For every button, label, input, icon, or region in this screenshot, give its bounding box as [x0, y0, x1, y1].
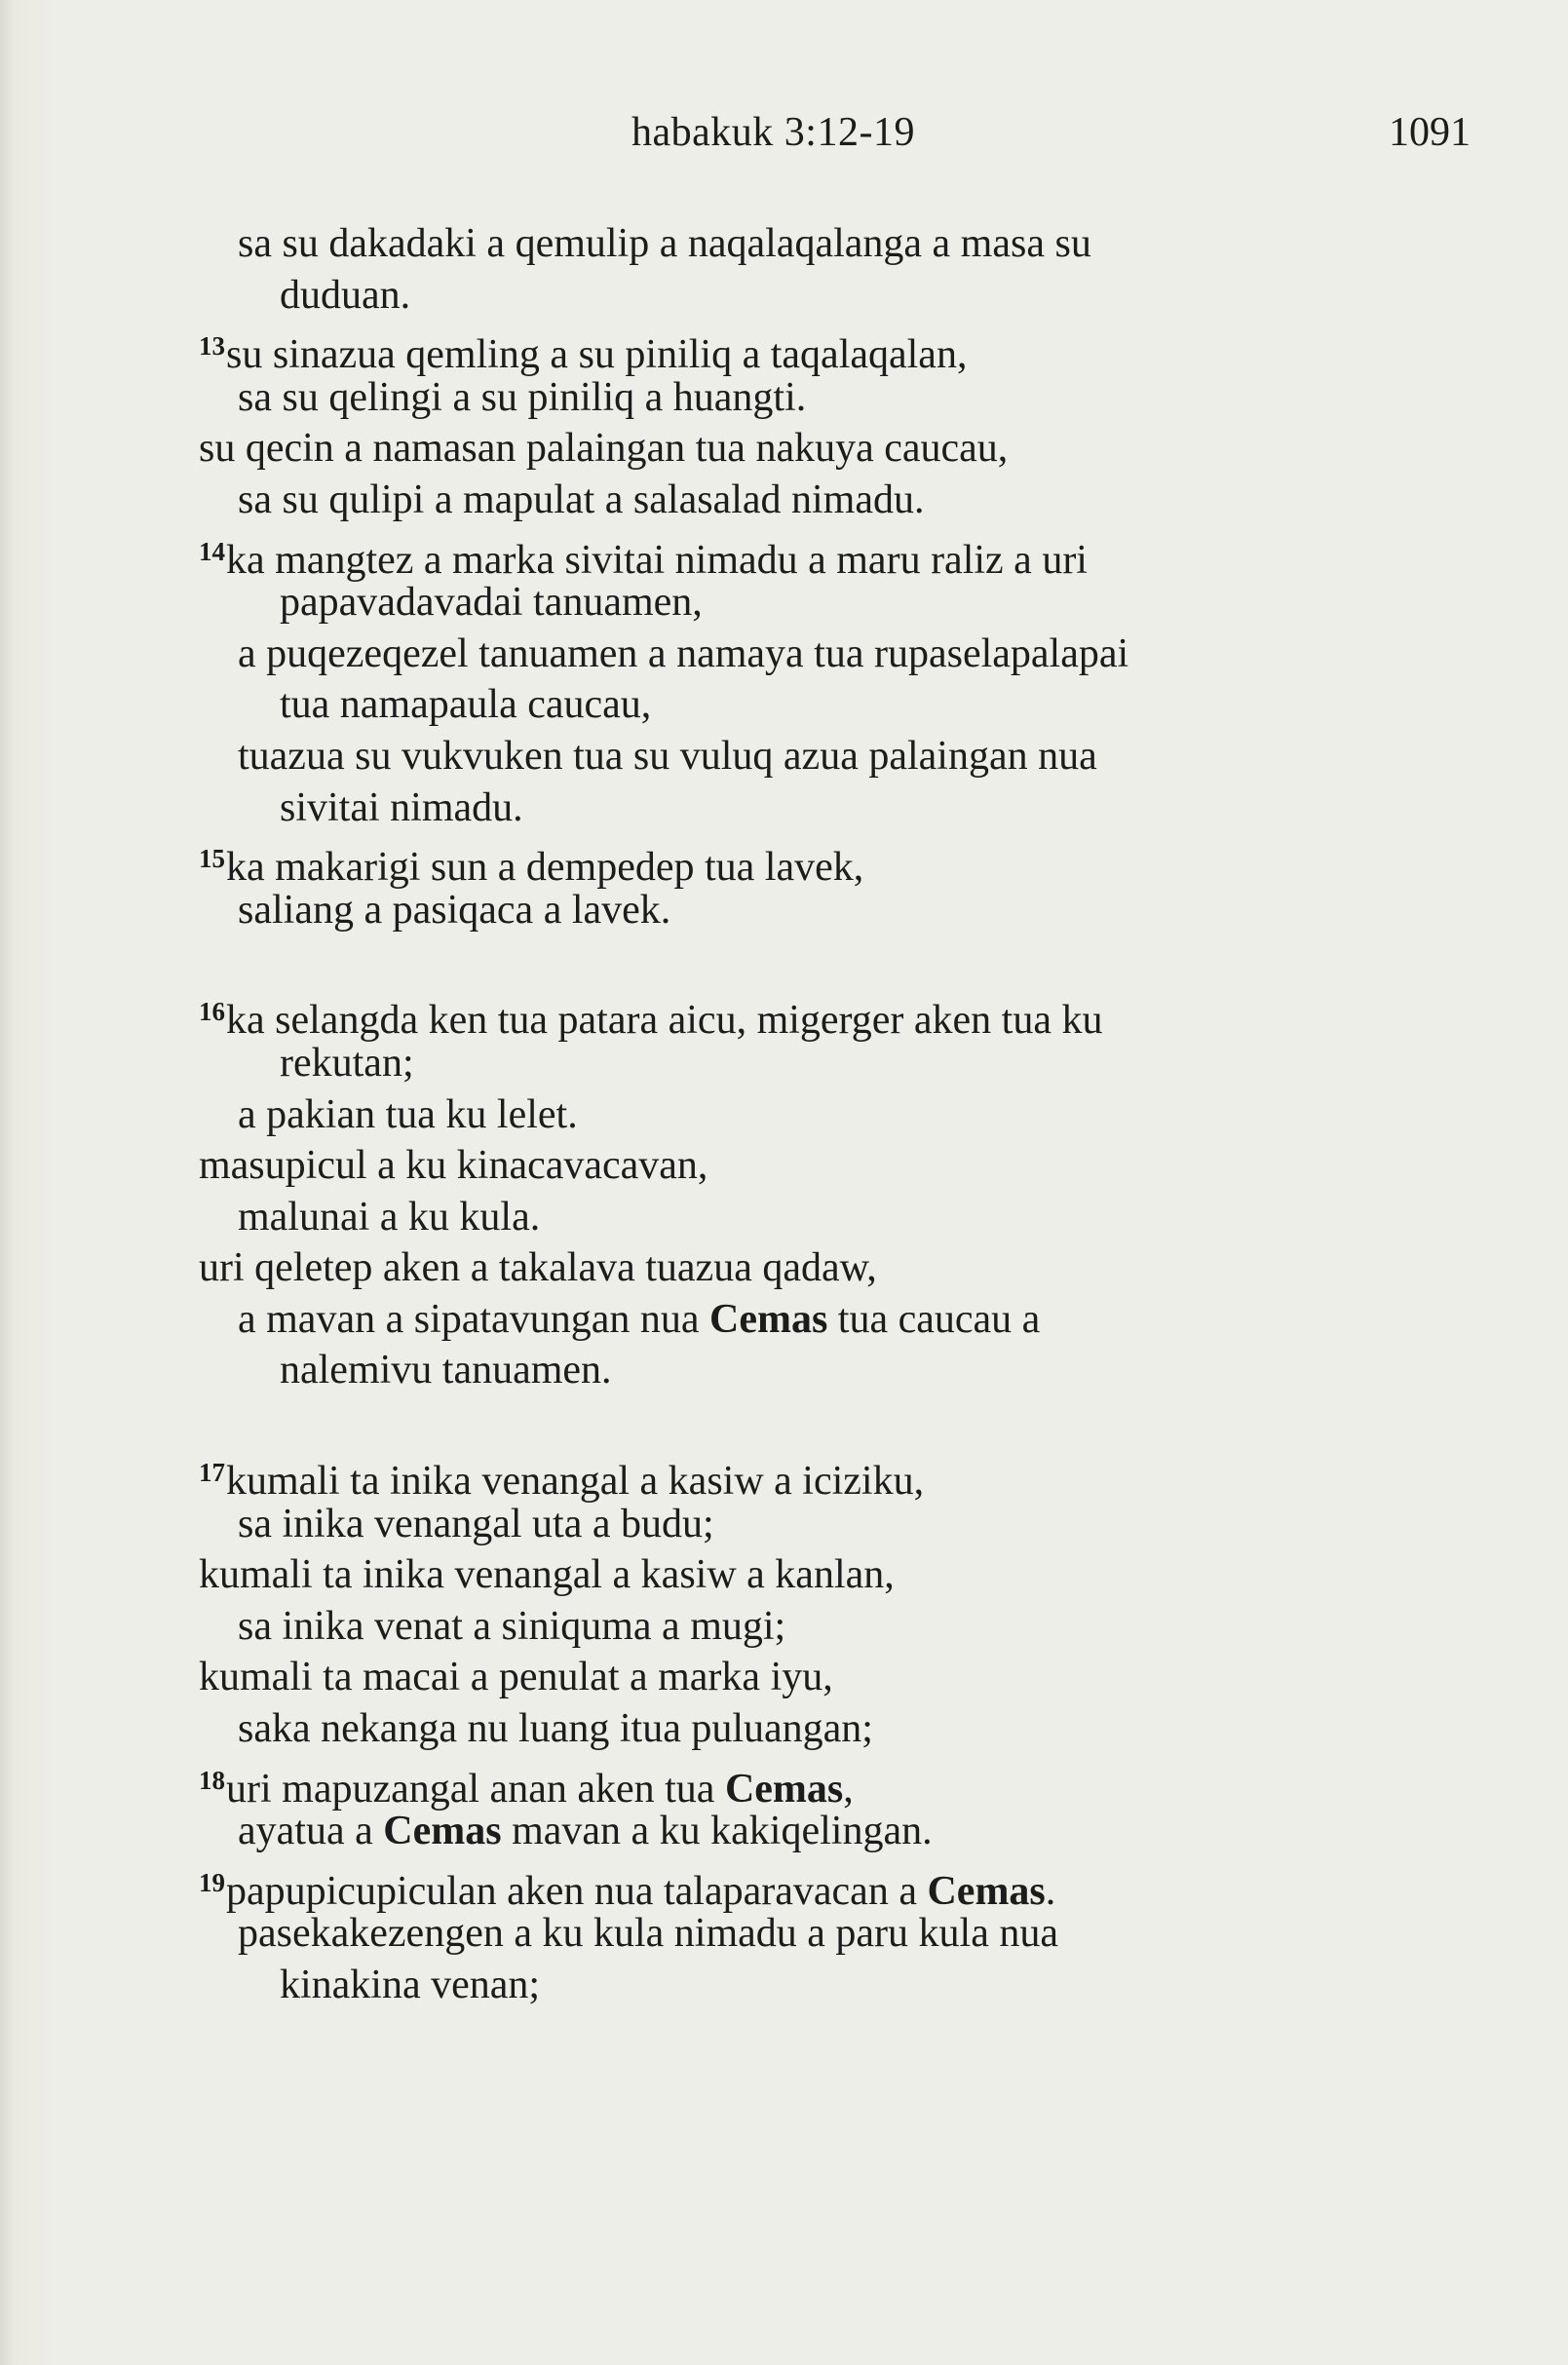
line-text: saka nekanga nu luang itua puluangan;	[238, 1706, 873, 1752]
poem-line	[0, 1601, 1568, 1653]
line-text: tuazua su vukvuken tua su vuluq azua palaingan nua	[238, 733, 1097, 779]
line-text: a puqezeqezel tanuamen a namaya tua rupaselapalapai	[238, 630, 1129, 676]
verse-number: 17	[199, 1458, 225, 1488]
poem-line	[0, 782, 1568, 834]
poem-line	[0, 372, 1568, 424]
poem-line	[0, 1703, 1568, 1755]
line-text: .	[1045, 1868, 1056, 1914]
poem-line	[0, 1960, 1568, 2011]
verse-number: 13	[199, 331, 225, 362]
line-text: kumali ta inika venangal a kasiw a iciziku,	[226, 1459, 925, 1505]
line-text: mavan a ku kakiqelingan.	[501, 1809, 933, 1854]
poem-line	[0, 1242, 1568, 1294]
line-text: sa su qulipi a mapulat a salasalad nimadu.	[238, 477, 925, 522]
poem-line	[0, 1908, 1568, 1960]
verse-number: 15	[199, 844, 225, 874]
poem-line	[0, 1499, 1568, 1550]
line-text: saliang a pasiqaca a lavek.	[238, 887, 671, 933]
poem-line	[0, 1806, 1568, 1857]
poem-line	[0, 1089, 1568, 1141]
line-text: nalemivu tanuamen.	[280, 1348, 612, 1393]
stanza	[0, 218, 1568, 935]
poem-line	[0, 1755, 1568, 1812]
verse-number: 18	[199, 1765, 225, 1795]
line-text: ayatua a	[238, 1809, 384, 1854]
poem-line	[0, 577, 1568, 629]
poem-line	[0, 423, 1568, 475]
line-text: ka mangtez a marka sivitai nimadu a maru raliz a uri	[226, 537, 1088, 583]
line-text: tua namapaula caucau,	[280, 682, 652, 728]
divine-name: Cemas	[708, 1296, 828, 1342]
poem-line	[0, 731, 1568, 782]
line-text: a pakian tua ku lelet.	[238, 1091, 578, 1137]
line-text: su qecin a namasan palaingan tua nakuya caucau,	[199, 426, 1009, 472]
poem-line	[0, 1038, 1568, 1089]
poem-line	[0, 885, 1568, 936]
poem-line	[0, 833, 1568, 891]
poem-line	[0, 218, 1568, 270]
verse-number: 14	[199, 536, 225, 566]
line-text: sa inika venat a siniquma a mugi;	[238, 1603, 786, 1649]
poem-body	[0, 218, 1568, 2011]
line-text: kumali ta macai a penulat a marka iyu,	[199, 1655, 833, 1700]
stanza	[0, 1447, 1568, 2011]
line-text: rekutan;	[280, 1040, 414, 1086]
page-number: 1091	[1389, 110, 1471, 155]
line-text: papupicupiculan aken nua talaparavacan a	[226, 1868, 928, 1914]
line-text: ,	[843, 1766, 854, 1812]
poem-line	[0, 475, 1568, 526]
line-text: su sinazua qemling a su piniliq a taqalaqalan,	[226, 332, 968, 378]
line-text: papavadavadai tanuamen,	[280, 580, 703, 626]
poem-line	[0, 1652, 1568, 1703]
page-header	[0, 109, 1568, 177]
line-text: duduan.	[280, 272, 411, 318]
line-text: tua caucau a	[827, 1296, 1041, 1342]
line-text: kumali ta inika venangal a kasiw a kanlan,	[199, 1552, 895, 1598]
line-text: sa su qelingi a su piniliq a huangti.	[238, 374, 807, 420]
poem-line	[0, 679, 1568, 731]
line-text: ka makarigi sun a dempedep tua lavek,	[226, 845, 864, 891]
line-text: kinakina venan;	[280, 1963, 541, 2007]
poem-line	[0, 1857, 1568, 1914]
line-text: uri mapuzangal anan aken tua	[226, 1766, 725, 1812]
poem-line	[0, 526, 1568, 583]
line-text: sa inika venangal uta a budu;	[238, 1501, 714, 1546]
divine-name: Cemas	[927, 1868, 1046, 1914]
poem-line	[0, 1549, 1568, 1601]
poem-line	[0, 1192, 1568, 1243]
stanza	[0, 986, 1568, 1396]
line-text: masupicul a ku kinacavacavan,	[199, 1143, 708, 1189]
poem-line	[0, 1447, 1568, 1505]
poem-line	[0, 270, 1568, 322]
poem-line	[0, 986, 1568, 1044]
poem-line	[0, 321, 1568, 378]
line-text: ka selangda ken tua patara aicu, migerger aken tua ku	[226, 998, 1103, 1044]
verse-number: 19	[199, 1867, 225, 1897]
divine-name: Cemas	[383, 1809, 502, 1854]
poem-line	[0, 1140, 1568, 1192]
divine-name: Cemas	[724, 1766, 844, 1812]
poem-line	[0, 629, 1568, 680]
poem-line	[0, 1294, 1568, 1346]
line-text: sa su dakadaki a qemulip a naqalaqalanga a masa su	[238, 221, 1091, 266]
line-text: malunai a ku kula.	[238, 1194, 541, 1240]
line-text: uri qeletep aken a takalava tuazua qadaw,	[199, 1245, 877, 1291]
running-head: habakuk 3:12-19	[631, 110, 915, 155]
verse-number: 16	[199, 997, 225, 1027]
line-text: pasekakezengen a ku kula nimadu a paru kula nua	[238, 1911, 1058, 1957]
poem-line	[0, 1345, 1568, 1396]
line-text: a mavan a sipatavungan nua	[238, 1296, 709, 1342]
line-text: sivitai nimadu.	[280, 784, 523, 830]
